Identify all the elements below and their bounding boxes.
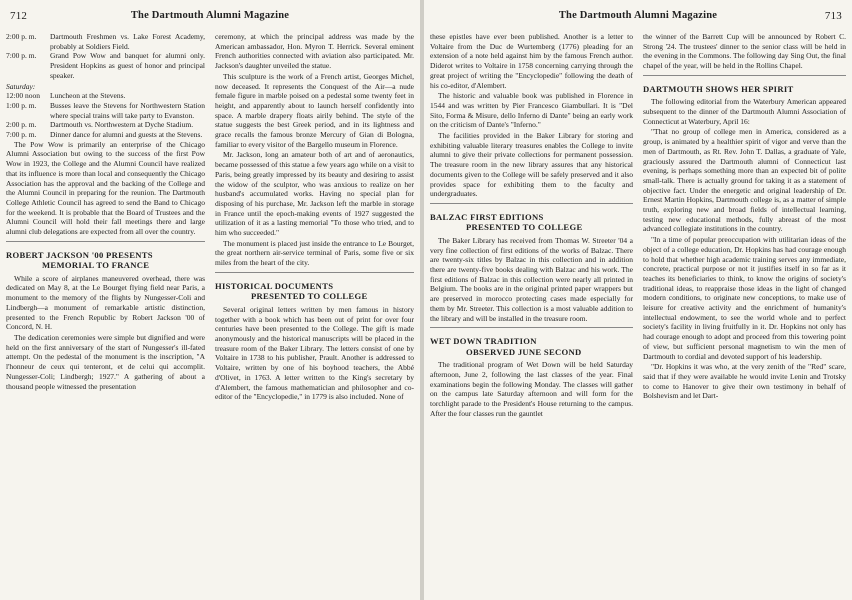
spirit-paragraph-2: "That no group of college men in America, considered as a group, is animated by a healthier spirit of vigor and verve than the men of Dartmouth, as Rt. Rev. John T. Dallas, a graduate of Yale, graciously assured the Dartmouth alumni of Connecticut last evening, is perhaps something more than an expected bit of polite small-talk. There is actually ground for taking it as a statement of objective fact. Under the energetic and original leadership of Dr. Ernest Martin Hopkins, Dartmouth college is, as a matter of simple truth, exploring new and broad fields of intellectual learning, testing new educational methods, fully abreast of the most advanced collegiate institutions in the country. [643, 127, 846, 234]
documents-heading [215, 281, 414, 302]
right-page-number: 713 [824, 10, 842, 22]
schedule-time: 1:00 p. m. [6, 100, 37, 110]
schedule-time: 12:00 noon [6, 91, 40, 101]
section-divider [430, 203, 633, 204]
wet-down-heading-line1: WET DOWN TRADITION [430, 336, 537, 347]
jackson-heading [6, 250, 205, 271]
schedule-time: 7:00 p. m. [6, 130, 37, 140]
left-column-1 [6, 32, 205, 594]
spirit-paragraph-3: "In a time of popular preoccupation with utilitarian ideas of the object of a college education, Dr. Hopkins has had courage enough to hold that whether high academic training serves any immediate, concrete, practical purpose or not it justifies itself in so far as it teaches its beneficiaries to think, to know the origins of society's traditional ideas, to reappraise those ideas in the light of changed modern conditions, to originate new conceptions, to make use of leisure for creative activity and the enrichment of humanity's intellectual endowment, to see the world whole and to perfect society's facility in living fruitfully in it. Dr. Hopkins not only has had courage enough to adopt and proceed from this towering point of view, but sufficient personal magnetism to win the men of Dartmouth to cordial and devoted support of his leadership. [643, 235, 846, 361]
left-page-header [0, 10, 420, 24]
documents-paragraph-1: Several original letters written by men famous in history together with a book which has been out of print for over four centuries have been presented to the College. The gift is made anonymously and the historical manuscripts will be placed in the treasure room of the Baker Library. The letters consist of one by Voltaire in 1738 to his publisher, Prault. Another is addressed to Voltaire, written by one of his boyhood teachers, the Abbé d'Olivet, in 1763. A letter written to the King's secretary by d'Alembert, the famous mathematician and philosopher and co-editor of the "Encyclopedie," in 1779 is also included. None of [215, 304, 414, 402]
left-page-number: 712 [10, 10, 28, 22]
schedule-event: Grand Pow Wow and banquet for alumni only. President Hopkins as guest of honor and principal speaker. [50, 51, 205, 80]
schedule-event: Busses leave the Stevens for Northwestern Station where special trains will take party to Evanston. [50, 100, 205, 120]
schedule-row [6, 101, 205, 120]
spirit-heading [643, 84, 846, 95]
left-running-title: The Dartmouth Alumni Magazine [130, 10, 290, 21]
schedule-row [6, 130, 205, 140]
documents-heading-line1: HISTORICAL DOCUMENTS [215, 280, 334, 291]
wet-down-heading [430, 336, 633, 357]
schedule-event: Dartmouth vs. Northwestern at Dyche Stadium. [50, 120, 194, 130]
jackson-continued: ceremony, at which the principal address was made by the American ambassador, Hon. Myron T. Herrick. Several eminent French authorities connected with aviation also participated. Mr. Jackson's daughter unveiled the statue. [215, 32, 414, 71]
jackson-heading-line1: ROBERT JACKSON '00 PRESENTS [6, 249, 153, 260]
documents-continued: these epistles have ever been published. Another is a letter to Voltaire from the Duc de Wurtemberg (1776) pleading for an extension of a note held against him by the famous French author. Diderot writes to Voltaire in 1758 concerning carrying through the great project of writing the "Encyclopedie" following the death of his co-editor, d'Alembert. [430, 32, 633, 90]
schedule-day: Saturday: [6, 81, 36, 91]
section-divider [215, 272, 414, 273]
monument-location-paragraph: The monument is placed just inside the entrance to Le Bourget, the great northern air-service terminal of Paris, some five or six miles from the heart of the city. [215, 238, 414, 268]
schedule-event: Dartmouth Freshmen vs. Lake Forest Academy, probably at Soldiers Field. [50, 32, 205, 51]
right-page [424, 0, 852, 600]
schedule-row [6, 51, 205, 80]
jackson-heading-line2: MEMORIAL TO FRANCE [42, 260, 150, 271]
wet-down-paragraph: The traditional program of Wet Down will be held Saturday afternoon, June 2, following the last classes of the year. Final examinations begin the following Monday. The classes will gather on the campus late Saturday afternoon and will form for the torchlight parade to the President's House returning to the campus. After the four classes run the gauntlet [430, 360, 633, 418]
balzac-heading [430, 212, 633, 233]
schedule-time: 2:00 p. m. [6, 32, 37, 41]
spirit-heading-line: DARTMOUTH SHOWS HER SPIRIT [643, 83, 794, 94]
schedule-time: 2:00 p. m. [6, 120, 37, 130]
baker-library-paragraph: The facilities provided in the Baker Library for storing and exhibiting valuable literary treasures enables the College to invite alumni to give their private collections for permanent possession. The treasure room in the new library assures that any historical documents given to the College will be safely preserved and it also provides space for exhibiting them to the faculty and undergraduates. [430, 131, 633, 199]
schedule-row [6, 32, 205, 51]
sculpture-paragraph: This sculpture is the work of a French artist, Georges Michel, now deceased. It represents the Conquest of the Air—a nude female figure in marble poised on a pedestal some twenty feet in height, and apparently about to launch herself confidently into space. A marble drapery floats airily behind. The style of the statue suggests the best Greek period, and in its lightness and grace recalls the famous bronze Mercury of Gian di Bologna, familiar to every visitor of the Bargello museum in Florence. [215, 71, 414, 149]
wet-down-continued: the winner of the Barrett Cup will be announced by Robert C. Strong '24. The trustees' dinner to the senior class will be held in the evening in the Commons. The following day Sing Out, the final chapel of the year, will be held in the Rollins Chapel. [643, 32, 846, 71]
left-column-2 [215, 32, 414, 594]
right-page-header [424, 10, 852, 24]
schedule-day-row [6, 81, 205, 92]
balzac-heading-line1: BALZAC FIRST EDITIONS [430, 211, 544, 222]
jackson-paragraph-2: The dedication ceremonies were simple but dignified and were held on the first anniversary of the start of Nungesser's ill-fated attempt. On the pedestal of the monument is the inscription, "A l'honneur de ceux qui tenteront, et de celui qui accomplit. Nungesser-Coli; Lindbergh; 1927." A gathering of about a thousand people witnessed the presentation [6, 332, 205, 391]
left-columns [6, 32, 414, 594]
pow-wow-schedule [6, 32, 205, 140]
schedule-row [6, 120, 205, 130]
left-page [0, 0, 420, 600]
documents-heading-line2: PRESENTED TO COLLEGE [251, 291, 368, 302]
spirit-paragraph-4: "Dr. Hopkins it was who, at the very zenith of the "Red" scare, said that if they were available he would invite Lenin and Trotsky to come to Hanover to give their own testimony in behalf of Bolshevism and let Dart- [643, 362, 846, 401]
right-column-1 [430, 32, 633, 594]
schedule-row [6, 91, 205, 101]
giambullari-paragraph: The historic and valuable book was published in Florence in 1544 and was written by Pier Francesco Giambullari. It is "Del Sito, Forma & Misure, dello Inferno di Dante" being an early work on the criticism of Dante's "Inferno." [430, 91, 633, 130]
jackson-paragraph-1: While a score of airplanes maneuvered overhead, there was dedicated on May 8, at the Le Bourget flying field near Paris, a monument to the memory of the flights by Nungesser-Coli and Lindbergh—a monument of remarkable artistic distinction, presented to the French Republic by Robert Jackson '00 of Concord, N. H. [6, 273, 205, 332]
balzac-heading-line2: PRESENTED TO COLLEGE [466, 222, 583, 233]
section-divider [430, 327, 633, 328]
right-columns [430, 32, 846, 594]
schedule-event: Luncheon at the Stevens. [50, 91, 126, 101]
right-column-2 [643, 32, 846, 594]
schedule-event: Dinner dance for alumni and guests at the Stevens. [50, 130, 203, 140]
balzac-paragraph: The Baker Library has received from Thomas W. Streeter '04 a very fine collection of first editions of the works of Balzac. There are twenty-six titles by Balzac in this collection and in addition there are twenty-five books dealing with Balzac and his work. The first editions of Balzac in this collection were nearly all printed in Belgium. The books are in the original printed paper wrappers but are preserved in morocco protecting cases made especially for them by Mr. Streeter. This collection is a most valuable addition to the library and will be installed in the treasure room. [430, 235, 633, 323]
spirit-paragraph-1: The following editorial from the Waterbury American appeared subsequent to the dinner of the Dartmouth Alumni Association of Connecticut at Waterbury, April 16: [643, 97, 846, 126]
right-running-title: The Dartmouth Alumni Magazine [558, 10, 718, 21]
section-divider [6, 241, 205, 242]
jackson-purchase-paragraph: Mr. Jackson, long an amateur both of art and of aeronautics, became possessed of this statue a few years ago while on a visit to Paris, being greatly impressed by its beauty and desiring to assist the widow of the sculptor, who was anxious to realize on her husband's accumulated works. Having no special plan for disposing of his purchase, Mr. Jackson left the marble in storage in France until the epoch-making events of 1927 suggested the utilization of it as a lasting memorial "To those who tried, and to him who succeeded." [215, 150, 414, 238]
wet-down-heading-line2: OBSERVED JUNE SECOND [466, 346, 582, 357]
schedule-time: 7:00 p. m. [6, 51, 37, 61]
pow-wow-paragraph: The Pow Wow is primarily an enterprise of the Chicago Alumni Association but owing to the success of the first Pow Wow in 1923, the College and the Alumni Council have realized that its influence is more than local and consequently the Chicago Association has the approval and the backing of the College and the Alumni Council in preparing for the reunion. The Dartmouth College Athletic Council has agreed to send the Band to Chicago for the weekend. It is probable that the Board of Trustees and the Alumni Council will hold their fall meetings there and large alumni club delegations are expected from all over the country. [6, 139, 205, 237]
section-divider [643, 75, 846, 76]
